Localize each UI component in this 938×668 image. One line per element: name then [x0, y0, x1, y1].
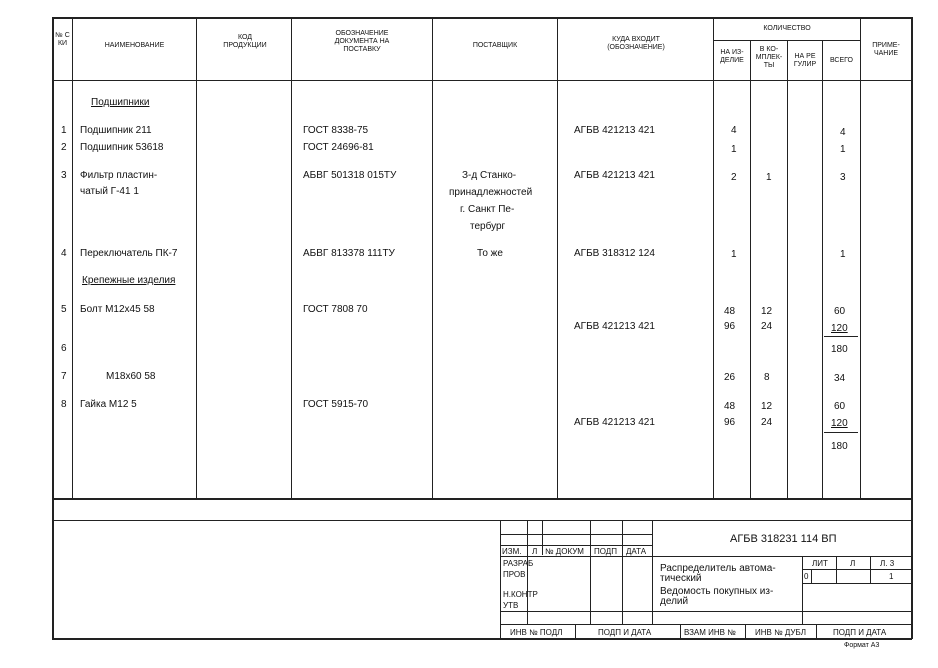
row5-num: 5: [61, 304, 67, 315]
header-name: НАИМЕНОВАНИЕ: [104, 42, 165, 49]
stamp-h6: [500, 611, 911, 612]
row8b-where: АГБВ 421213 421: [574, 417, 655, 428]
row1-name: Подшипник 211: [80, 125, 152, 136]
row3-supplier-4: тербург: [470, 221, 506, 232]
qty-sub-line: [713, 40, 860, 41]
row5-doc: ГОСТ 7808 70: [303, 304, 368, 315]
row1-where: АГБВ 421213 421: [574, 125, 655, 136]
footer-v2: [680, 624, 681, 638]
row7-kit: 8: [764, 372, 770, 383]
stamp-utv: УТВ: [503, 601, 519, 610]
row1-num: 1: [61, 125, 67, 136]
row8-doc: ГОСТ 5915-70: [303, 399, 369, 410]
row2-num: 2: [61, 142, 67, 153]
col-line-7: [750, 40, 751, 498]
row8b-kit: 24: [761, 417, 773, 428]
stamp-h1: [500, 534, 652, 535]
header-qty-kit: В КО- МПЛЕК- ТЫ: [755, 46, 783, 69]
footer-podp-data: ПОДП И ДАТА: [598, 628, 652, 637]
row8-num: 8: [61, 399, 67, 410]
row5b-total: 120: [831, 323, 848, 334]
row8-kit: 12: [761, 401, 773, 412]
stamp-nkontr: Н.КОНТР: [503, 590, 538, 599]
header-where: КУДА ВХОДИТ (ОБОЗНАЧЕНИЕ): [607, 36, 665, 51]
section-bearings: Подшипники: [91, 97, 150, 108]
stamp-list: Л: [850, 559, 856, 568]
header-num: № С КИ: [55, 32, 70, 47]
row3-item: 2: [731, 172, 737, 183]
header-supplier: ПОСТАВЩИК: [472, 42, 518, 49]
row7-item: 26: [724, 372, 736, 383]
stamp-h-podp: ПОДП: [594, 547, 617, 556]
stamp-v3: [590, 520, 591, 624]
row8b-total: 120: [831, 418, 848, 429]
stamp-v8: [870, 557, 871, 583]
row5b-where: АГБВ 421213 421: [574, 321, 655, 332]
footer-inv-podl: ИНВ № ПОДЛ: [510, 628, 563, 637]
sum-line-2: [824, 432, 858, 433]
row5-name: Болт М12х45 58: [80, 304, 155, 315]
stamp-h-l: Л: [532, 547, 538, 556]
row3-supplier-1: З-д Станко-: [462, 170, 517, 181]
row4-where: АГБВ 318312 124: [574, 248, 655, 259]
col-line-2: [196, 17, 197, 498]
stamp-v6: [802, 557, 803, 624]
row1-doc: ГОСТ 8338-75: [303, 125, 369, 136]
stamp-prov: ПРОВ: [503, 570, 526, 579]
footer-v4: [816, 624, 817, 638]
stamp-v9: [811, 570, 812, 583]
row3-kit: 1: [766, 172, 772, 183]
row7-name: М18х60 58: [106, 371, 156, 382]
stamp-h5: [802, 583, 911, 584]
stamp-top: [52, 520, 912, 521]
header-qty-total: ВСЕГО: [829, 57, 853, 64]
stamp-h-data: ДАТА: [626, 547, 647, 556]
row1-total: 4: [840, 127, 846, 138]
stamp-title-2: тический: [660, 573, 702, 584]
stamp-lists: Л. 3: [880, 559, 895, 568]
stamp-title-3: Ведомость покупных из-: [660, 586, 774, 597]
col-line-10: [860, 17, 861, 498]
stamp-h2: [500, 545, 652, 546]
stamp-h-docnum: № ДОКУМ: [545, 547, 584, 556]
row4-name: Переключатель ПК-7: [80, 248, 178, 259]
row3-doc: АБВГ 501318 015ТУ: [303, 170, 397, 181]
row2-name: Подшипник 53618: [80, 142, 164, 153]
row8-item: 48: [724, 401, 736, 412]
col-line-8: [787, 40, 788, 498]
col-line-5: [557, 17, 558, 498]
stamp-title-4: делий: [660, 596, 689, 607]
col-line-1: [72, 17, 73, 498]
col-line-3: [291, 17, 292, 498]
frame-left: [52, 17, 54, 639]
stamp-h7: [500, 624, 911, 625]
stamp-v7: [836, 557, 837, 583]
stamp-lit-val: 0: [804, 572, 809, 581]
header-divider: [52, 80, 912, 81]
footer-inv-dubl: ИНВ № ДУБЛ: [755, 628, 806, 637]
row7-total: 34: [834, 373, 846, 384]
row4-item: 1: [731, 249, 737, 260]
row7-num: 7: [61, 371, 67, 382]
row8c-total: 180: [831, 441, 848, 452]
stamp-razrab: РАЗРАБ: [503, 559, 534, 568]
row2-item: 1: [731, 144, 737, 155]
row3-supplier-3: г. Санкт Пе-: [460, 204, 515, 215]
stamp-v2: [542, 520, 543, 555]
row5-total: 60: [834, 306, 846, 317]
row8-name: Гайка М12 5: [80, 399, 137, 410]
row2-doc: ГОСТ 24696-81: [303, 142, 374, 153]
section-fasteners: Крепежные изделия: [82, 275, 176, 286]
row4-num: 4: [61, 248, 67, 259]
row6-total: 180: [831, 344, 848, 355]
row5-kit: 12: [761, 306, 773, 317]
row2-total: 1: [840, 144, 846, 155]
stamp-title-1: Распределитель автома-: [660, 563, 776, 574]
row8b-item: 96: [724, 417, 736, 428]
stamp-h-izm: ИЗМ.: [502, 547, 522, 556]
frame-right: [911, 17, 913, 639]
row8-total: 60: [834, 401, 846, 412]
footer-podp-data-2: ПОДП И ДАТА: [833, 628, 887, 637]
frame-top: [52, 17, 912, 19]
row6-num: 6: [61, 343, 67, 354]
stamp-lit: ЛИТ: [812, 559, 828, 568]
footer-vzam-inv: ВЗАМ ИНВ №: [684, 628, 736, 637]
row3-name: Фильтр пластин-: [80, 170, 158, 181]
row5b-kit: 24: [761, 321, 773, 332]
stamp-h4: [802, 569, 911, 570]
stamp-v1: [527, 520, 528, 624]
row5-item: 48: [724, 306, 736, 317]
stamp-v5: [652, 520, 653, 624]
stamp-designation: АГБВ 318231 114 ВП: [730, 533, 837, 545]
row3-supplier-2: принадлежностей: [449, 187, 533, 198]
col-line-4: [432, 17, 433, 498]
header-doc: ОБОЗНАЧЕНИЕ ДОКУМЕНТА НА ПОСТАВКУ: [334, 30, 390, 53]
header-qty-reg: НА РЕ ГУЛИР: [793, 53, 817, 68]
stamp-v4: [622, 520, 623, 624]
stamp-left: [500, 520, 501, 638]
header-code: КОД ПРОДУКЦИИ: [223, 34, 267, 49]
stamp-list-val: 1: [889, 572, 894, 581]
stamp-h3: [500, 556, 911, 557]
row1-item: 4: [731, 125, 737, 136]
row5b-item: 96: [724, 321, 736, 332]
sum-line-1: [824, 336, 858, 337]
header-note: ПРИМЕ- ЧАНИЕ: [872, 42, 900, 57]
col-line-6: [713, 17, 714, 498]
table-bottom: [52, 498, 912, 500]
row3-num: 3: [61, 170, 67, 181]
row3-total: 3: [840, 172, 846, 183]
header-qty: КОЛИЧЕСТВО: [763, 25, 811, 32]
footer-v1: [575, 624, 576, 638]
footer-format: Формат А3: [844, 642, 880, 649]
col-line-9: [822, 40, 823, 498]
row4-doc: АБВГ 813378 111ТУ: [303, 248, 395, 259]
row4-supplier: То же: [477, 248, 503, 259]
footer-v3: [745, 624, 746, 638]
frame-bottom: [52, 638, 912, 640]
row4-total: 1: [840, 249, 846, 260]
row3-name2: чатый Г-41 1: [80, 186, 139, 197]
header-qty-item: НА ИЗ- ДЕЛИЕ: [720, 49, 744, 64]
row3-where: АГБВ 421213 421: [574, 170, 655, 181]
